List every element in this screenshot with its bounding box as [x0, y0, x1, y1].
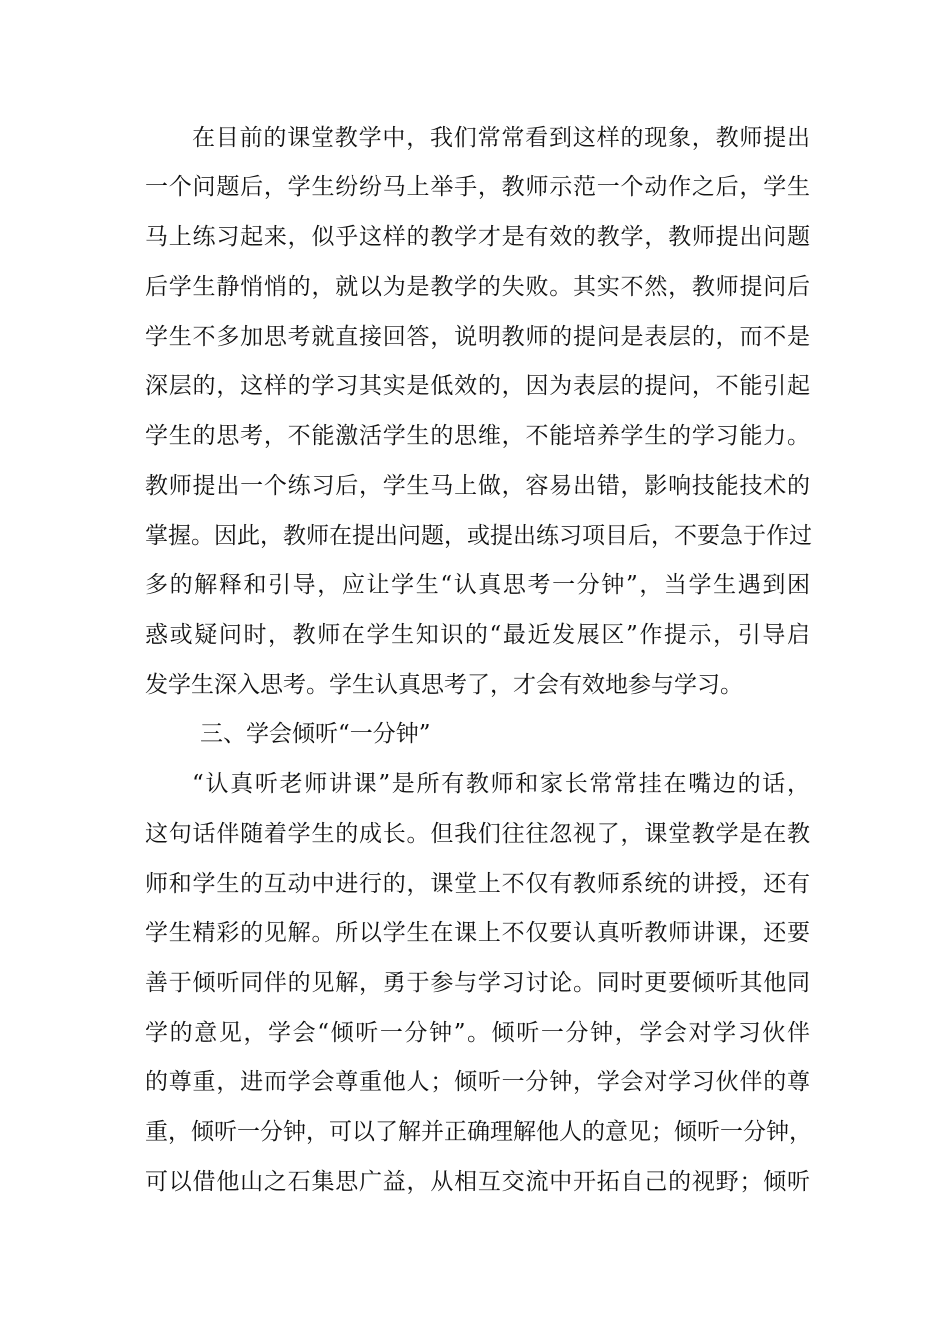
paragraph-line: 一个问题后，学生纷纷马上举手，教师示范一个动作之后，学生: [145, 174, 810, 200]
paragraph-line: 的尊重，进而学会尊重他人；倾听一分钟，学会对学习伙伴的尊: [145, 1069, 810, 1095]
paragraph-line: 学生不多加思考就直接回答，说明教师的提问是表层的，而不是: [145, 324, 810, 350]
paragraph-line: 发学生深入思考。学生认真思考了，才会有效地参与学习。: [145, 672, 743, 698]
paragraph-line: 师和学生的互动中进行的，课堂上不仅有教师系统的讲授，还有: [145, 871, 810, 897]
paragraph-line: 掌握。因此，教师在提出问题，或提出练习项目后，不要急于作过: [145, 523, 812, 549]
paragraph-line: 善于倾听同伴的见解，勇于参与学习讨论。同时更要倾听其他同: [145, 970, 810, 996]
paragraph-line: 可以借他山之石集思广益，从相互交流中开拓自己的视野；倾听: [145, 1169, 810, 1195]
paragraph-line: “认真听老师讲课”是所有教师和家长常常挂在嘴边的话，: [192, 771, 810, 797]
paragraph-line: 学的意见，学会“倾听一分钟”。倾听一分钟，学会对学习伙伴: [145, 1020, 810, 1046]
section-heading: 三、学会倾听“一分钟”: [200, 721, 431, 747]
paragraph-line: 在目前的课堂教学中，我们常常看到这样的现象，教师提出: [192, 125, 810, 151]
paragraph-line: 学生精彩的见解。所以学生在课上不仅要认真听教师讲课，还要: [145, 920, 810, 946]
paragraph-line: 教师提出一个练习后，学生马上做，容易出错，影响技能技术的: [145, 473, 810, 499]
paragraph-line: 学生的思考，不能激活学生的思维，不能培养学生的学习能力。: [145, 423, 810, 449]
paragraph-line: 惑或疑问时，教师在学生知识的“最近发展区”作提示，引导启: [145, 622, 810, 648]
paragraph-line: 重，倾听一分钟，可以了解并正确理解他人的意见；倾听一分钟，: [145, 1119, 812, 1145]
paragraph-line: 多的解释和引导，应让学生“认真思考一分钟”，当学生遇到困: [145, 572, 810, 598]
paragraph-line: 深层的，这样的学习其实是低效的，因为表层的提问，不能引起: [145, 373, 810, 399]
paragraph-line: 马上练习起来，似乎这样的教学才是有效的教学，教师提出问题: [145, 224, 810, 250]
paragraph-line: 后学生静悄悄的，就以为是教学的失败。其实不然，教师提问后: [145, 274, 810, 300]
paragraph-line: 这句话伴随着学生的成长。但我们往往忽视了，课堂教学是在教: [145, 821, 810, 847]
